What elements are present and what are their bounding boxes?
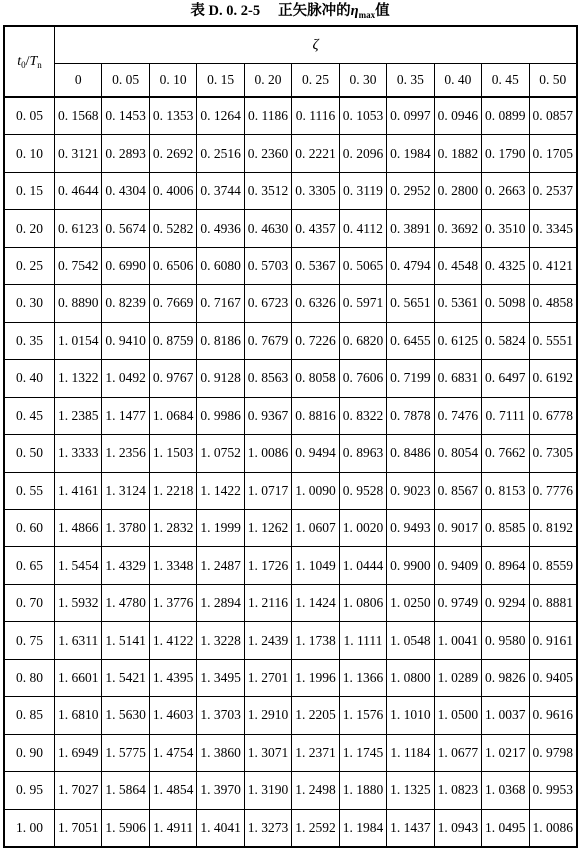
row-label: 0. 60: [5, 510, 54, 546]
value-cell: 1. 0943: [435, 810, 481, 846]
value-cell: 1. 2498: [292, 772, 338, 808]
value-cell: 0. 5674: [102, 210, 148, 246]
value-cell: 0. 4121: [530, 248, 576, 284]
value-cell: 1. 2439: [245, 622, 291, 658]
value-cell: 0. 4630: [245, 210, 291, 246]
value-cell: 1. 1437: [387, 810, 433, 846]
value-cell: 0. 7776: [530, 473, 576, 509]
value-cell: 0. 3692: [435, 210, 481, 246]
value-cell: 0. 1882: [435, 135, 481, 171]
value-cell: 1. 0444: [340, 547, 386, 583]
value-cell: 0. 1116: [292, 98, 338, 134]
value-cell: 1. 4329: [102, 547, 148, 583]
value-cell: 1. 1325: [387, 772, 433, 808]
value-cell: 0. 9405: [530, 660, 576, 696]
value-cell: 1. 4780: [102, 585, 148, 621]
value-cell: 1. 1422: [197, 473, 243, 509]
value-cell: 0. 1790: [482, 135, 528, 171]
value-cell: 0. 9367: [245, 398, 291, 434]
value-cell: 0. 4006: [150, 173, 196, 209]
row-label: 0. 55: [5, 473, 54, 509]
value-cell: 0. 6723: [245, 285, 291, 321]
caption-suffix: 值: [375, 3, 390, 19]
value-cell: 1. 4911: [150, 810, 196, 846]
value-cell: 0. 9900: [387, 547, 433, 583]
row-label: 0. 10: [5, 135, 54, 171]
value-cell: 1. 2371: [292, 735, 338, 771]
value-cell: 1. 0154: [55, 323, 101, 359]
value-cell: 0. 5971: [340, 285, 386, 321]
value-cell: 0. 3744: [197, 173, 243, 209]
row-label: 0. 65: [5, 547, 54, 583]
value-cell: 1. 4122: [150, 622, 196, 658]
value-cell: 0. 2096: [340, 135, 386, 171]
value-cell: 1. 5421: [102, 660, 148, 696]
row-label: 0. 05: [5, 98, 54, 134]
value-cell: 0. 9528: [340, 473, 386, 509]
value-cell: 0. 3345: [530, 210, 576, 246]
value-cell: 1. 1996: [292, 660, 338, 696]
value-cell: 0. 2516: [197, 135, 243, 171]
value-cell: 0. 9826: [482, 660, 528, 696]
value-cell: 0. 4548: [435, 248, 481, 284]
value-cell: 1. 1184: [387, 735, 433, 771]
value-cell: 0. 8585: [482, 510, 528, 546]
value-cell: 0. 7606: [340, 360, 386, 396]
value-cell: 0. 7878: [387, 398, 433, 434]
value-cell: 0. 2692: [150, 135, 196, 171]
value-cell: 1. 2910: [245, 697, 291, 733]
value-cell: 0. 9749: [435, 585, 481, 621]
value-cell: 1. 2894: [197, 585, 243, 621]
row-label: 0. 75: [5, 622, 54, 658]
value-cell: 1. 6311: [55, 622, 101, 658]
value-cell: 0. 7226: [292, 323, 338, 359]
row-label: 0. 25: [5, 248, 54, 284]
value-cell: 0. 9493: [387, 510, 433, 546]
value-cell: 1. 0086: [530, 810, 576, 846]
value-cell: 1. 3273: [245, 810, 291, 846]
value-cell: 1. 3970: [197, 772, 243, 808]
column-header: 0: [55, 64, 101, 97]
column-header: 0. 50: [530, 64, 576, 97]
value-cell: 1. 3703: [197, 697, 243, 733]
value-cell: 0. 4112: [340, 210, 386, 246]
value-cell: 1. 1880: [340, 772, 386, 808]
value-cell: 0. 2221: [292, 135, 338, 171]
value-cell: 0. 3510: [482, 210, 528, 246]
value-cell: 1. 3495: [197, 660, 243, 696]
value-cell: 0. 3891: [387, 210, 433, 246]
value-cell: 0. 6192: [530, 360, 576, 396]
value-cell: 0. 8054: [435, 435, 481, 471]
value-cell: 0. 4304: [102, 173, 148, 209]
value-cell: 0. 6820: [340, 323, 386, 359]
value-cell: 0. 5282: [150, 210, 196, 246]
value-cell: 1. 3780: [102, 510, 148, 546]
value-cell: 1. 1503: [150, 435, 196, 471]
value-cell: 1. 0800: [387, 660, 433, 696]
value-cell: 0. 7679: [245, 323, 291, 359]
value-cell: 0. 9410: [102, 323, 148, 359]
value-cell: 0. 7305: [530, 435, 576, 471]
value-cell: 1. 0607: [292, 510, 338, 546]
value-cell: 0. 1264: [197, 98, 243, 134]
column-header: 0. 25: [292, 64, 338, 97]
value-cell: 1. 1745: [340, 735, 386, 771]
value-cell: 1. 0037: [482, 697, 528, 733]
value-cell: 0. 7476: [435, 398, 481, 434]
value-cell: 0. 9798: [530, 735, 576, 771]
row-label: 0. 20: [5, 210, 54, 246]
value-cell: 0. 9161: [530, 622, 576, 658]
eta-subscript: max: [358, 10, 376, 20]
row-header-label: [5, 27, 54, 97]
value-cell: 0. 6123: [55, 210, 101, 246]
value-cell: 1. 0090: [292, 473, 338, 509]
value-cell: 0. 7542: [55, 248, 101, 284]
value-cell: 1. 3124: [102, 473, 148, 509]
value-cell: 0. 9409: [435, 547, 481, 583]
column-header: 0. 30: [340, 64, 386, 97]
value-cell: 1. 6949: [55, 735, 101, 771]
value-cell: 1. 0020: [340, 510, 386, 546]
value-cell: 1. 6601: [55, 660, 101, 696]
value-cell: 1. 1010: [387, 697, 433, 733]
value-cell: 1. 0752: [197, 435, 243, 471]
value-cell: 0. 6831: [435, 360, 481, 396]
value-cell: 1. 1262: [245, 510, 291, 546]
value-cell: 0. 2537: [530, 173, 576, 209]
value-cell: 0. 5703: [245, 248, 291, 284]
value-cell: 0. 8153: [482, 473, 528, 509]
value-cell: 0. 6125: [435, 323, 481, 359]
value-cell: 0. 8964: [482, 547, 528, 583]
value-cell: 1. 7027: [55, 772, 101, 808]
value-cell: 0. 6778: [530, 398, 576, 434]
value-cell: 1. 3333: [55, 435, 101, 471]
value-cell: 0. 6080: [197, 248, 243, 284]
value-cell: 0. 2360: [245, 135, 291, 171]
value-cell: 1. 7051: [55, 810, 101, 846]
value-cell: 1. 1477: [102, 398, 148, 434]
value-cell: 0. 4644: [55, 173, 101, 209]
eta-max-table: [3, 25, 578, 848]
column-header: 0. 45: [482, 64, 528, 97]
value-cell: 0. 3119: [340, 173, 386, 209]
value-cell: 0. 1186: [245, 98, 291, 134]
value-cell: 0. 5065: [340, 248, 386, 284]
value-cell: 1. 0289: [435, 660, 481, 696]
value-cell: 0. 9128: [197, 360, 243, 396]
t-subscript: 0: [21, 59, 26, 70]
column-header: 0. 15: [197, 64, 243, 97]
slash: /: [25, 53, 30, 69]
value-cell: 0. 3305: [292, 173, 338, 209]
value-cell: 1. 1424: [292, 585, 338, 621]
row-label: 0. 35: [5, 323, 54, 359]
value-cell: 1. 5630: [102, 697, 148, 733]
value-cell: 1. 2205: [292, 697, 338, 733]
value-cell: 0. 4325: [482, 248, 528, 284]
column-header: 0. 35: [387, 64, 433, 97]
value-cell: 0. 1353: [150, 98, 196, 134]
value-cell: 1. 3190: [245, 772, 291, 808]
value-cell: 0. 7669: [150, 285, 196, 321]
value-cell: 1. 2701: [245, 660, 291, 696]
value-cell: 0. 9023: [387, 473, 433, 509]
value-cell: 1. 3071: [245, 735, 291, 771]
column-header: 0. 20: [245, 64, 291, 97]
value-cell: 1. 0684: [150, 398, 196, 434]
value-cell: 0. 2663: [482, 173, 528, 209]
value-cell: 0. 6455: [387, 323, 433, 359]
value-cell: 0. 4936: [197, 210, 243, 246]
row-label: 0. 85: [5, 697, 54, 733]
value-cell: 1. 4866: [55, 510, 101, 546]
value-cell: 1. 0717: [245, 473, 291, 509]
row-header-formula: [17, 54, 42, 70]
value-cell: 0. 9580: [482, 622, 528, 658]
row-label: 0. 90: [5, 735, 54, 771]
value-cell: 1. 6810: [55, 697, 101, 733]
value-cell: 0. 4794: [387, 248, 433, 284]
row-label: 1. 00: [5, 810, 54, 846]
value-cell: 0. 8192: [530, 510, 576, 546]
value-cell: 0. 0857: [530, 98, 576, 134]
value-cell: 1. 4603: [150, 697, 196, 733]
value-cell: 0. 2893: [102, 135, 148, 171]
value-cell: 1. 0368: [482, 772, 528, 808]
value-cell: 1. 2218: [150, 473, 196, 509]
value-cell: 0. 2800: [435, 173, 481, 209]
value-cell: 1. 2356: [102, 435, 148, 471]
value-cell: 1. 1576: [340, 697, 386, 733]
t-symbol: t: [17, 53, 22, 69]
value-cell: 0. 2952: [387, 173, 433, 209]
value-cell: 0. 1453: [102, 98, 148, 134]
table-number: 表 D. 0. 2-5: [190, 3, 261, 19]
column-header: 0. 40: [435, 64, 481, 97]
value-cell: 1. 0495: [482, 810, 528, 846]
column-header: 0. 10: [150, 64, 196, 97]
value-cell: 0. 8186: [197, 323, 243, 359]
value-cell: 0. 0946: [435, 98, 481, 134]
value-cell: 1. 5141: [102, 622, 148, 658]
value-cell: 0. 9017: [435, 510, 481, 546]
value-cell: 0. 5651: [387, 285, 433, 321]
value-cell: 1. 1322: [55, 360, 101, 396]
value-cell: 1. 2116: [245, 585, 291, 621]
value-cell: 0. 9986: [197, 398, 243, 434]
value-cell: 0. 8239: [102, 285, 148, 321]
value-cell: 1. 5775: [102, 735, 148, 771]
value-cell: 1. 1984: [340, 810, 386, 846]
value-cell: 1. 0250: [387, 585, 433, 621]
value-cell: 0. 3121: [55, 135, 101, 171]
row-label: 0. 30: [5, 285, 54, 321]
value-cell: 0. 9616: [530, 697, 576, 733]
value-cell: 1. 1366: [340, 660, 386, 696]
value-cell: 0. 3512: [245, 173, 291, 209]
row-label: 0. 70: [5, 585, 54, 621]
value-cell: 0. 0997: [387, 98, 433, 134]
row-label: 0. 80: [5, 660, 54, 696]
value-cell: 0. 5098: [482, 285, 528, 321]
value-cell: 0. 6497: [482, 360, 528, 396]
value-cell: 0. 9494: [292, 435, 338, 471]
value-cell: 0. 6506: [150, 248, 196, 284]
value-cell: 0. 8322: [340, 398, 386, 434]
value-cell: 0. 1053: [340, 98, 386, 134]
value-cell: 0. 8559: [530, 547, 576, 583]
value-cell: 1. 1999: [197, 510, 243, 546]
value-cell: 0. 8563: [245, 360, 291, 396]
value-cell: 0. 8816: [292, 398, 338, 434]
value-cell: 1. 0548: [387, 622, 433, 658]
value-cell: 0. 0899: [482, 98, 528, 134]
value-cell: 0. 7167: [197, 285, 243, 321]
value-cell: 1. 4754: [150, 735, 196, 771]
value-cell: 1. 3776: [150, 585, 196, 621]
value-cell: 1. 0041: [435, 622, 481, 658]
value-cell: 0. 1705: [530, 135, 576, 171]
value-cell: 1. 5932: [55, 585, 101, 621]
value-cell: 0. 4858: [530, 285, 576, 321]
value-cell: 1. 0806: [340, 585, 386, 621]
value-cell: 0. 8963: [340, 435, 386, 471]
value-cell: 1. 0492: [102, 360, 148, 396]
value-cell: 0. 1984: [387, 135, 433, 171]
value-cell: 1. 3228: [197, 622, 243, 658]
value-cell: 0. 8890: [55, 285, 101, 321]
value-cell: 1. 0823: [435, 772, 481, 808]
value-cell: 0. 5551: [530, 323, 576, 359]
value-cell: 0. 7199: [387, 360, 433, 396]
value-cell: 0. 5824: [482, 323, 528, 359]
value-cell: 0. 9953: [530, 772, 576, 808]
value-cell: 0. 8881: [530, 585, 576, 621]
value-cell: 1. 4854: [150, 772, 196, 808]
value-cell: 1. 3860: [197, 735, 243, 771]
value-cell: 1. 2592: [292, 810, 338, 846]
T-symbol: T: [29, 53, 38, 69]
table-caption: 正矢脉冲的: [278, 3, 351, 19]
value-cell: 0. 7662: [482, 435, 528, 471]
column-header: 0. 05: [102, 64, 148, 97]
row-label: 0. 45: [5, 398, 54, 434]
eta-symbol: η: [350, 3, 359, 19]
value-cell: 0. 5367: [292, 248, 338, 284]
value-cell: 0. 8486: [387, 435, 433, 471]
value-cell: 0. 6326: [292, 285, 338, 321]
value-cell: 0. 6990: [102, 248, 148, 284]
value-cell: 0. 8759: [150, 323, 196, 359]
value-cell: 1. 2487: [197, 547, 243, 583]
value-cell: 1. 5864: [102, 772, 148, 808]
value-cell: 1. 0086: [245, 435, 291, 471]
value-cell: 1. 4395: [150, 660, 196, 696]
value-cell: 0. 8058: [292, 360, 338, 396]
value-cell: 0. 5361: [435, 285, 481, 321]
row-label: 0. 40: [5, 360, 54, 396]
value-cell: 1. 3348: [150, 547, 196, 583]
value-cell: 1. 0500: [435, 697, 481, 733]
value-cell: 1. 0217: [482, 735, 528, 771]
value-cell: 0. 9294: [482, 585, 528, 621]
value-cell: 0. 1568: [55, 98, 101, 134]
value-cell: 1. 2385: [55, 398, 101, 434]
table-title: [0, 1, 580, 25]
value-cell: 0. 4357: [292, 210, 338, 246]
row-label: 0. 50: [5, 435, 54, 471]
row-label: 0. 95: [5, 772, 54, 808]
zeta-header: ζ: [55, 27, 576, 63]
T-subscript: n: [37, 59, 42, 70]
row-label: 0. 15: [5, 173, 54, 209]
value-cell: 1. 1726: [245, 547, 291, 583]
value-cell: 0. 7111: [482, 398, 528, 434]
value-cell: 1. 0677: [435, 735, 481, 771]
value-cell: 1. 5906: [102, 810, 148, 846]
value-cell: 1. 1111: [340, 622, 386, 658]
value-cell: 1. 5454: [55, 547, 101, 583]
value-cell: 0. 9767: [150, 360, 196, 396]
value-cell: 1. 1049: [292, 547, 338, 583]
value-cell: 1. 1738: [292, 622, 338, 658]
value-cell: 1. 4041: [197, 810, 243, 846]
value-cell: 0. 8567: [435, 473, 481, 509]
value-cell: 1. 2832: [150, 510, 196, 546]
value-cell: 1. 4161: [55, 473, 101, 509]
